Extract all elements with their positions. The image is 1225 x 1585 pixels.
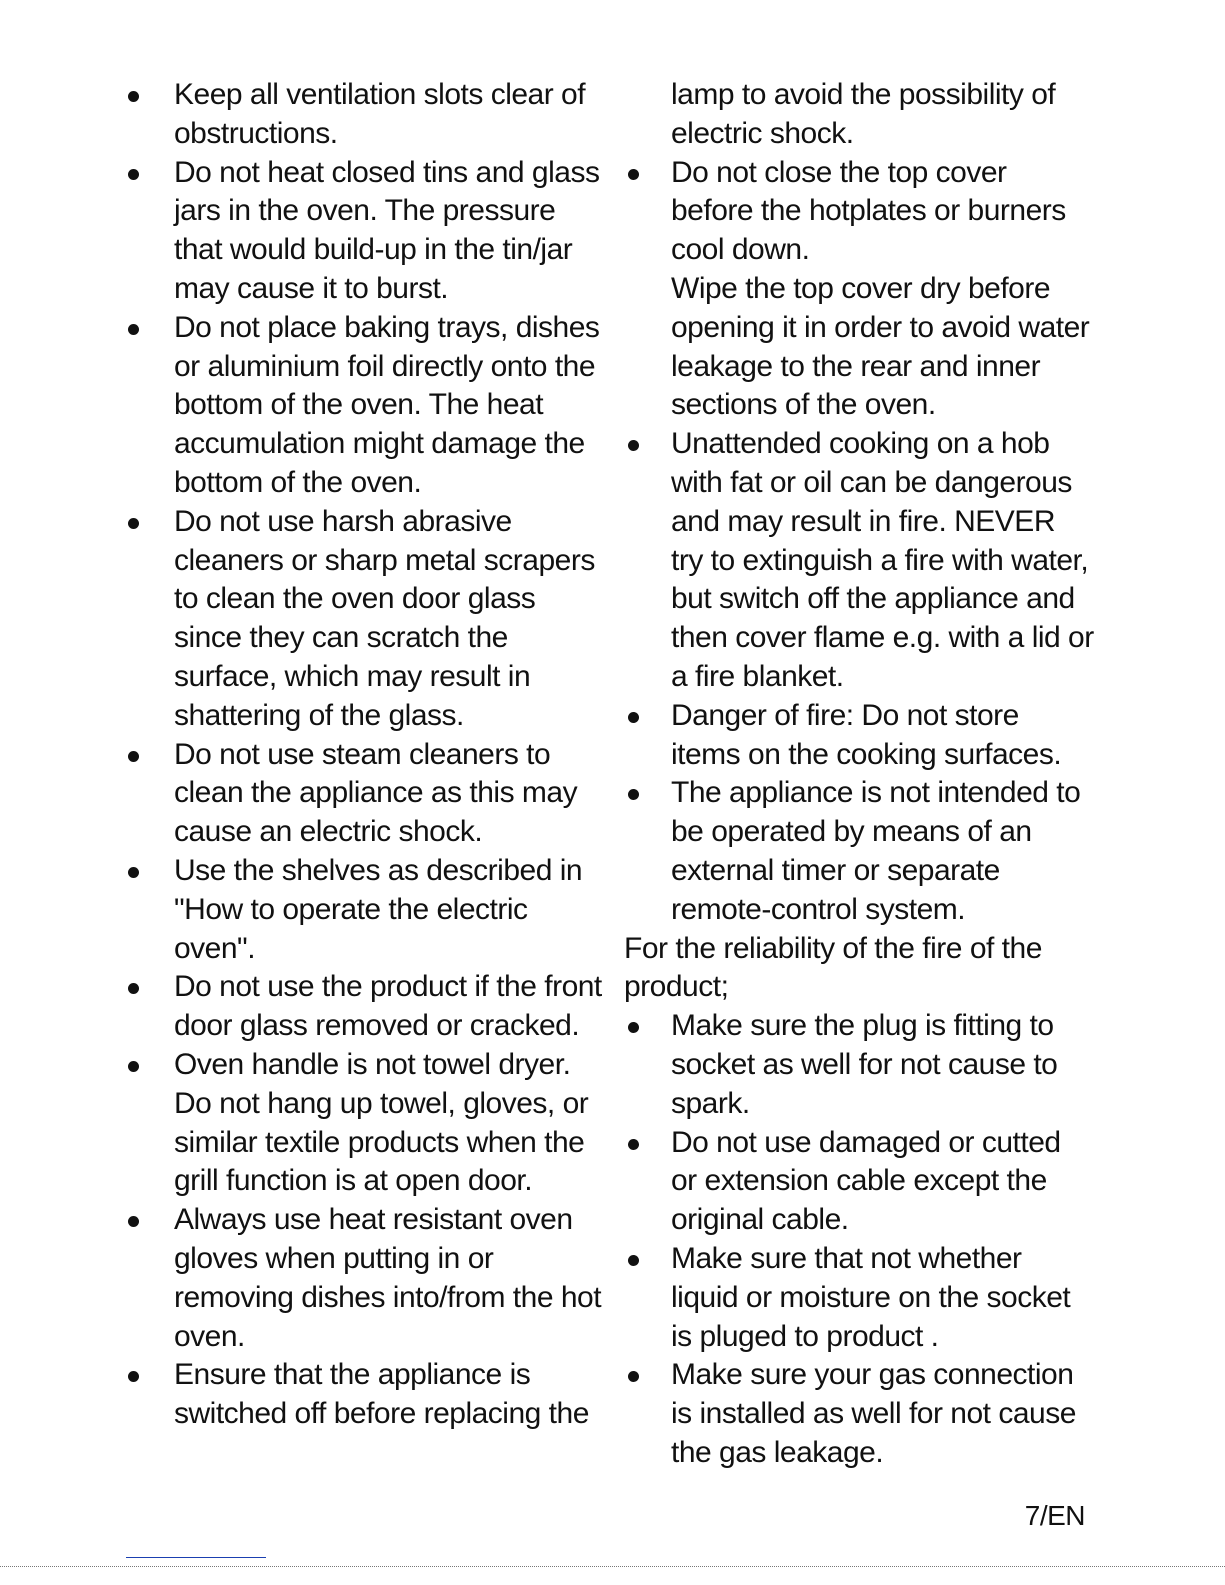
reliability-intro: For the reliability of the fire of the product; [624,931,1042,1004]
bullet-icon [128,169,139,180]
bullet-icon [128,1371,139,1382]
list-item [624,154,1094,426]
list-item [624,425,1094,697]
list-item-text: Always use heat resistant oven gloves when putting in or removing dishes into/from the hot oven. [174,1203,602,1353]
list-item-text: Oven handle is not towel dryer. Do not hang up towel, gloves, or similar textile products when the grill function is at open door. [174,1047,589,1198]
list-item [624,1007,1094,1123]
bullet-icon [628,1255,639,1266]
list-item [624,1124,1094,1240]
list-item [624,1240,1094,1356]
bullet-icon [128,983,139,994]
list-item-text: Do not use damaged or cutted or extension cable except the original cable. [671,1125,1061,1237]
left-column [128,76,603,1434]
list-item-text: Make sure your gas connection is installed as well for not cause the gas leakage. [671,1358,1076,1469]
list-item-text: Use the shelves as described in "How to operate the electric oven". [174,853,583,965]
list-item [128,852,603,968]
list-item-note: Wipe the top cover dry before opening it in order to avoid water leakage to the rear and inner sections of the oven. [671,271,1090,422]
bullet-icon [128,91,139,102]
list-item-text: Do not use steam cleaners to clean the appliance as this may cause an electric shock. [174,737,578,849]
list-item [128,1201,603,1356]
list-item [128,736,603,852]
list-item-text: Unattended cooking on a hob with fat or oil can be dangerous and may result in fire. NEVER try to extinguish a fire with water, but switch off the appliance and then cover flame e.g. with a lid or a fire blanket. [671,427,1094,693]
bullet-icon [628,1022,639,1033]
list-item [128,1356,603,1434]
list-item-text: Ensure that the appliance is switched off before replacing the [174,1358,589,1431]
list-item-text: Do not place baking trays, dishes or aluminium foil directly onto the bottom of the oven. The heat accumulation might damage the bottom of the oven. [174,310,600,499]
bullet-icon [128,867,139,878]
continued-text: lamp to avoid the possibility of electric shock. [671,78,1056,150]
list-item [128,309,603,503]
right-column [624,76,1094,1473]
bullet-icon [628,712,639,723]
footer-rule [126,1557,266,1558]
bullet-icon [628,440,639,451]
list-item [624,1356,1094,1472]
list-item-text: Danger of fire: Do not store items on the cooking surfaces. [671,698,1062,771]
bullet-icon [128,751,139,762]
list-item-text: Do not heat closed tins and glass jars in the oven. The pressure that would build-up in the tin/jar may cause it to burst. [174,155,600,305]
list-item-text: Keep all ventilation slots clear of obstructions. [174,78,586,150]
list-item [624,774,1094,929]
bullet-icon [128,324,139,335]
list-item-text: Do not close the top cover before the hotplates or burners cool down. [671,155,1066,267]
list-item-text: Do not use the product if the front door glass removed or cracked. [174,970,602,1043]
bullet-icon [128,1061,139,1072]
bullet-icon [628,1371,639,1382]
page-bottom-border [0,1566,1225,1567]
list-item [128,968,603,1046]
safety-list-left [128,76,603,1434]
reliability-list [624,1007,1094,1473]
list-item-text: Do not use harsh abrasive cleaners or sharp metal scrapers to clean the oven door glass since they can scratch the surface, which may result in shattering of the glass. [174,504,595,732]
list-item [128,503,603,736]
bullet-icon [628,1139,639,1150]
list-item [128,76,603,154]
bullet-icon [128,1216,139,1227]
list-item [624,697,1094,775]
page-number: 7/EN [1024,1500,1085,1531]
bullet-icon [128,518,139,529]
safety-list-right [624,154,1094,930]
list-item-text: The appliance is not intended to be operated by means of an external timer or separate remote-control system. [671,776,1081,926]
bullet-icon [628,169,639,180]
list-item [128,154,603,309]
list-item [128,1046,603,1201]
list-item-text: Make sure the plug is fitting to socket as well for not cause to spark. [671,1009,1058,1120]
list-item-text: Make sure that not whether liquid or moisture on the socket is pluged to product . [671,1241,1071,1353]
bullet-icon [628,789,639,800]
